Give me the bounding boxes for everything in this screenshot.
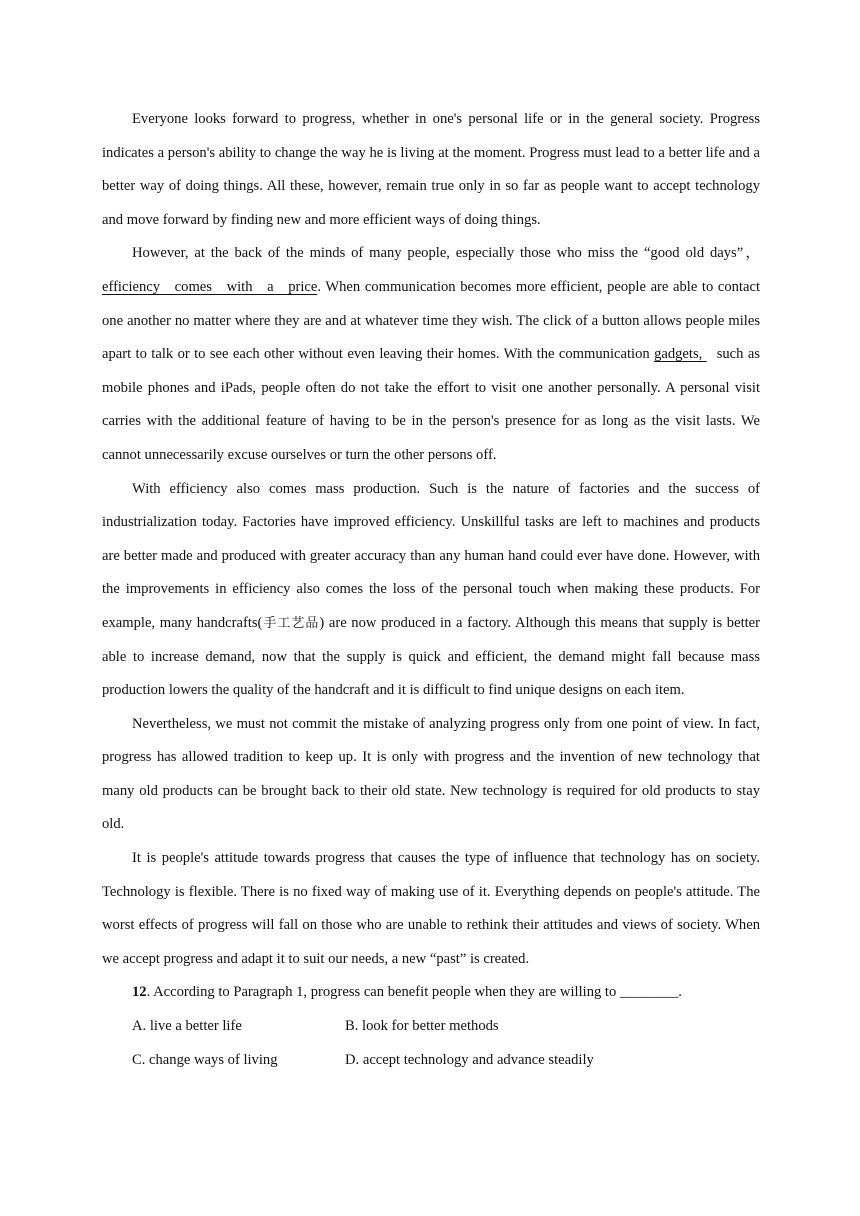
paragraph-3-end: ) are now produced in a factory. Although this means that supply is better able to increase demand, now that the supply is quick and efficient, the demand might fall because mass production lowers the quality of the handcraft and it is difficult to find unique designs on each item.: [102, 614, 761, 699]
paragraph-1: Everyone looks forward to progress, whether in one's personal life or in the general society. Progress indicates a person's ability to change the way he is living at the moment. Progress must lead to a better life and a better way of doing things. All these, however, remain true only in so far as people want to accept technology and move forward by finding new and more efficient ways of doing things.: [102, 111, 760, 228]
options-row-1: [132, 1010, 760, 1044]
option-a[interactable]: A. live a better life: [132, 1018, 242, 1035]
options-row-2: [132, 1044, 760, 1078]
paragraph-2-middle: . When communication becomes more efficient, people are able to contact one another no matter where they are and at whatever time they wish. The click of a button allows people miles apart to talk or to see each other without even leaving their homes. With the communication: [102, 278, 760, 363]
underlined-word-gadgets: gadgets,: [654, 346, 707, 363]
question-12: [102, 976, 760, 1010]
option-d[interactable]: D. accept technology and advance steadily: [345, 1051, 594, 1068]
option-b[interactable]: B. look for better methods: [345, 1018, 499, 1035]
paragraph-5: It is people's attitude towards progress that causes the type of influence that technology has on society. Technology is flexible. There is no fixed way of making use of it. Everything depends on people's attitude. The worst effects of progress will fall on those who are unable to rethink their attitudes and views of society. When we accept progress and adapt it to suit our needs, a new “past” is created.: [102, 850, 760, 967]
paragraph-4: Nevertheless, we must not commit the mistake of analyzing progress only from one point of view. In fact, progress has allowed tradition to keep up. It is only with progress and the invention of new technology that many old products can be brought back to their old state. New technology is required for old products to stay old.: [102, 715, 760, 833]
paragraph-2-intro: However, at the back of the minds of many people, especially those who miss the “good old days”，: [132, 245, 760, 262]
paragraph-2: [102, 237, 760, 472]
chinese-gloss: 手工艺品: [262, 615, 320, 631]
question-stem: . According to Paragraph 1, progress can benefit people when they are willing to ________.: [146, 984, 682, 1001]
paragraph-2-end: such as mobile phones and iPads, people often do not take the effort to visit one another personally. A personal visit carries with the additional feature of having to be in the person's presence for as long as the visit lasts. We cannot unnecessarily excuse ourselves or turn the other persons off.: [102, 346, 760, 463]
document-page: [102, 103, 760, 1077]
paragraph-3-start: With efficiency also comes mass production. Such is the nature of factories and the success of industrialization today. Factories have improved efficiency. Unskillful tasks are left to machines and products are better made and produced with greater accuracy than any human hand could ever have done. However, with the improvements in efficiency also comes the loss of the personal touch when making these products. For example, many handcrafts(: [102, 480, 760, 631]
paragraph-3: [102, 473, 760, 708]
option-c[interactable]: C. change ways of living: [132, 1051, 278, 1068]
question-number: 12: [132, 984, 147, 1001]
underlined-phrase-efficiency: efficiency comes with a price: [102, 278, 318, 295]
